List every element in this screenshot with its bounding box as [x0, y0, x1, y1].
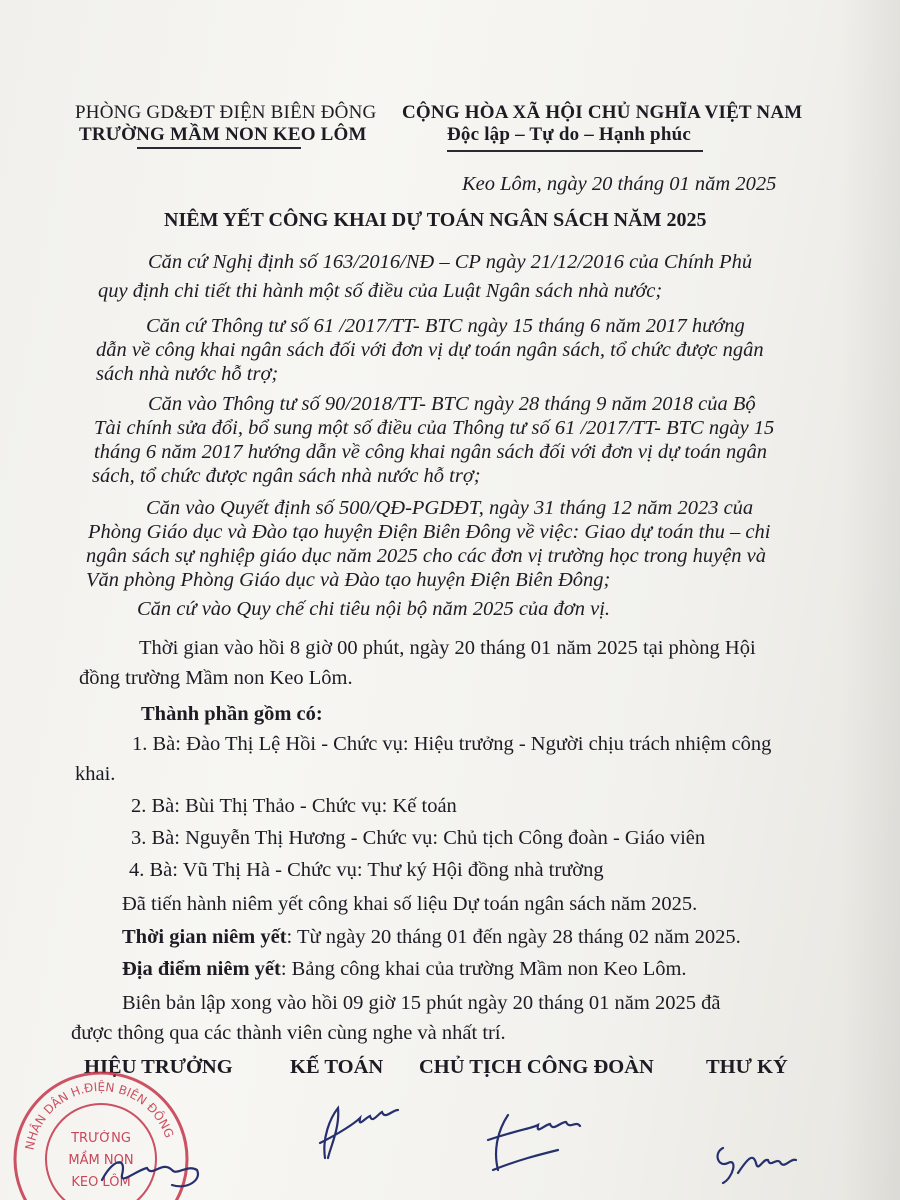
union-chair-signature: [478, 1100, 588, 1180]
agency-name: PHÒNG GD&ĐT ĐIỆN BIÊN ĐÔNG: [75, 102, 377, 123]
member-4: 4. Bà: Vũ Thị Hà - Chức vụ: Thư ký Hội đồng nhà trường: [129, 859, 604, 881]
basis-4-line-4: Văn phòng Phòng Giáo dục và Đào tạo huyện Điện Biên Đông;: [86, 569, 611, 591]
secretary-signature: [708, 1128, 808, 1198]
basis-1-line-1: Căn cứ Nghị định số 163/2016/NĐ – CP ngày 21/12/2016 của Chính Phủ: [148, 251, 753, 273]
basis-3-line-4: sách, tổ chức được ngân sách nhà nước hỗ trợ;: [92, 465, 481, 487]
closing-line-1: Biên bản lập xong vào hồi 09 giờ 15 phút ngày 20 tháng 01 năm 2025 đã: [122, 992, 721, 1014]
posting-time-label: Thời gian niêm yết: [122, 926, 287, 948]
principal-signature: [92, 1140, 212, 1200]
svg-text:KEO LÔM: KEO LÔM: [71, 1175, 131, 1190]
member-1-line-1: 1. Bà: Đào Thị Lệ Hồi - Chức vụ: Hiệu trưởng - Người chịu trách nhiệm công: [132, 733, 772, 755]
basis-3-line-1: Căn vào Thông tư số 90/2018/TT- BTC ngày 28 tháng 9 năm 2018 của Bộ: [148, 393, 756, 415]
basis-2-line-2: dẫn về công khai ngân sách đối với đơn vị dự toán ngân sách, tổ chức được ngân: [96, 339, 764, 361]
closing-line-2: được thông qua các thành viên cùng nghe và nhất trí.: [71, 1022, 506, 1044]
meeting-time-line-2: đồng trường Mầm non Keo Lôm.: [79, 667, 353, 689]
posting-place-value: : Bảng công khai của trường Mầm non Keo Lôm.: [280, 958, 687, 980]
basis-2-line-3: sách nhà nước hỗ trợ;: [96, 363, 279, 385]
posting-place: [122, 958, 687, 981]
date-line: Keo Lôm, ngày 20 tháng 01 năm 2025: [462, 173, 777, 195]
posting-time-value: : Từ ngày 20 tháng 01 đến ngày 28 tháng 02 năm 2025.: [286, 926, 741, 948]
svg-text:MẦM NON: MẦM NON: [68, 1153, 134, 1168]
national-motto: Độc lập – Tự do – Hạnh phúc: [447, 124, 691, 145]
motto-underline: [447, 150, 703, 152]
members-heading: Thành phần gồm có:: [141, 703, 323, 725]
posting-place-label: Địa điểm niêm yết: [122, 958, 281, 980]
basis-1-line-2: quy định chi tiết thi hành một số điều của Luật Ngân sách nhà nước;: [98, 280, 663, 302]
meeting-time-line-1: Thời gian vào hồi 8 giờ 00 phút, ngày 20 tháng 01 năm 2025 tại phòng Hội: [139, 637, 756, 659]
posting-time: [122, 926, 741, 949]
signatory-principal: HIỆU TRƯỞNG: [84, 1056, 233, 1078]
basis-5-line-1: Căn cứ vào Quy chế chi tiêu nội bộ năm 2025 của đơn vị.: [137, 598, 611, 620]
basis-4-line-1: Căn vào Quyết định số 500/QĐ-PGDĐT, ngày 31 tháng 12 năm 2023 của: [146, 497, 754, 519]
basis-3-line-2: Tài chính sửa đổi, bổ sung một số điều của Thông tư số 61 /2017/TT- BTC ngày 15: [94, 417, 775, 439]
signatory-union-chair: CHỦ TỊCH CÔNG ĐOÀN: [419, 1056, 654, 1078]
national-title: CỘNG HÒA XÃ HỘI CHỦ NGHĨA VIỆT NAM: [402, 102, 803, 123]
accountant-signature: [300, 1088, 410, 1168]
member-1-line-2: khai.: [75, 763, 116, 785]
school-name: TRƯỜNG MẦM NON KEO LÔM: [79, 124, 367, 145]
signatory-secretary: THƯ KÝ: [706, 1056, 788, 1078]
member-2: 2. Bà: Bùi Thị Thảo - Chức vụ: Kế toán: [131, 795, 457, 817]
basis-4-line-2: Phòng Giáo dục và Đào tạo huyện Điện Biên Đông về việc: Giao dự toán thu – chi: [88, 521, 771, 543]
school-name-underline: [137, 147, 301, 149]
stamp-ring-text: NHÂN DÂN H.ĐIỆN BIÊN ĐÔNG: [22, 1079, 177, 1152]
page-shadow: [840, 0, 900, 1200]
basis-4-line-3: ngân sách sự nghiệp giáo dục năm 2025 cho các đơn vị trường học trong huyện và: [86, 545, 767, 567]
document-title: NIÊM YẾT CÔNG KHAI DỰ TOÁN NGÂN SÁCH NĂM 2025: [164, 209, 707, 231]
member-3: 3. Bà: Nguyễn Thị Hương - Chức vụ: Chủ tịch Công đoàn - Giáo viên: [131, 827, 706, 849]
svg-text:TRƯỜNG: TRƯỜNG: [71, 1131, 131, 1146]
basis-3-line-3: tháng 6 năm 2017 hướng dẫn về công khai ngân sách đối với đơn vị dự toán ngân: [94, 441, 767, 463]
basis-2-line-1: Căn cứ Thông tư số 61 /2017/TT- BTC ngày 15 tháng 6 năm 2017 hướng: [146, 315, 745, 337]
posted-line: Đã tiến hành niêm yết công khai số liệu Dự toán ngân sách năm 2025.: [122, 893, 698, 915]
signatory-accountant: KẾ TOÁN: [290, 1056, 384, 1078]
